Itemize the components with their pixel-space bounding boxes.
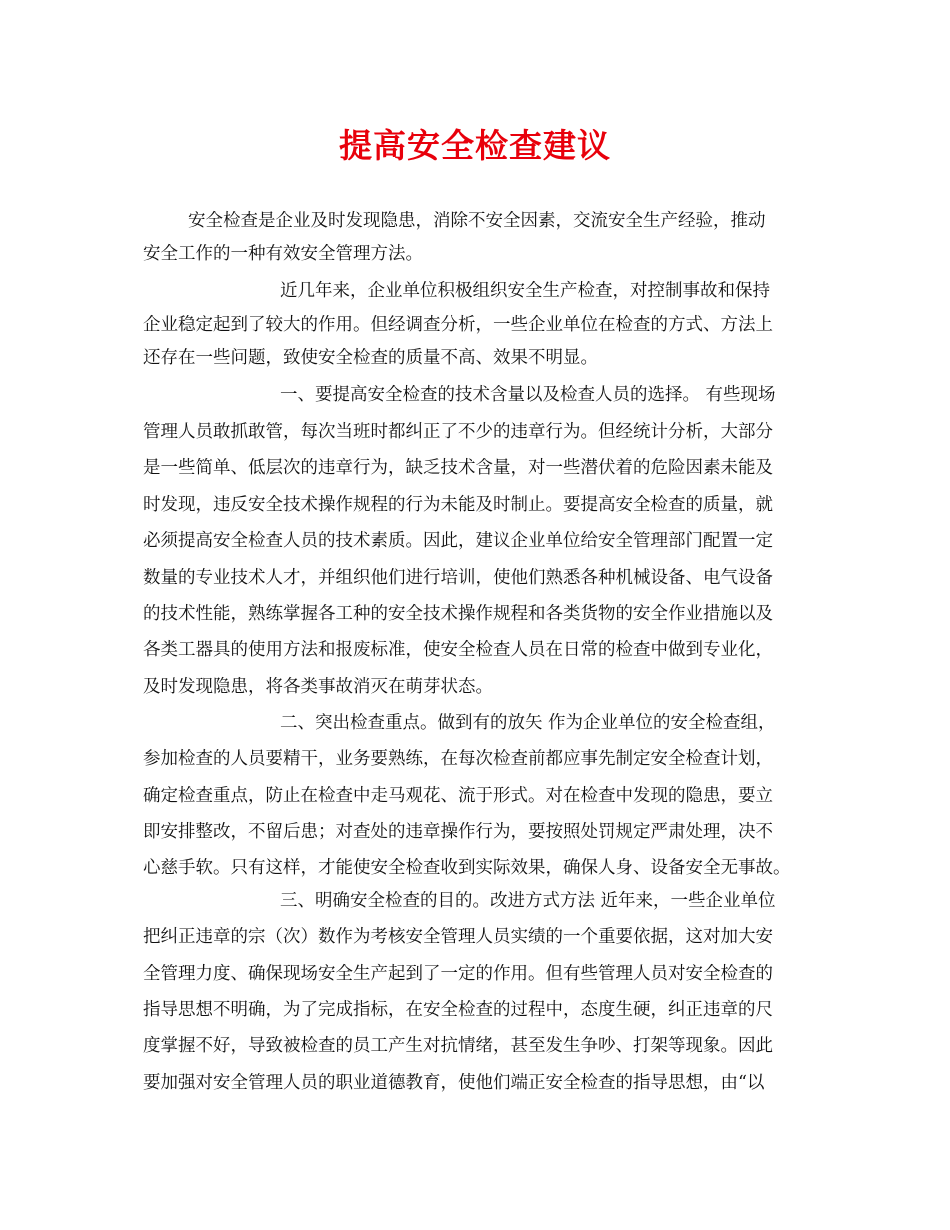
body-line: 数量的专业技术人才，并组织他们进行培训，使他们熟悉各种机械设备、电气设备 xyxy=(143,568,773,588)
body-line: 及时发现隐患，将各类事故消灭在萌芽状态。 xyxy=(143,677,493,697)
body-line: 管理人员敢抓敢管，每次当班时都纠正了不少的违章行为。但经统计分析，大部分 xyxy=(143,422,773,442)
body-line: 全管理力度、确保现场安全生产起到了一定的作用。但有些管理人员对安全检查的 xyxy=(143,964,773,984)
body-line: 心慈手软。只有这样，才能使安全检查收到实际效果，确保人身、设备安全无事故。 xyxy=(143,858,791,878)
body-line: 时发现，违反安全技术操作规程的行为未能及时制止。要提高安全检查的质量，就 xyxy=(143,495,773,515)
body-line: 一、要提高安全检查的技术含量以及检查人员的选择。 有些现场 xyxy=(280,385,776,405)
body-line: 各类工器具的使用方法和报废标准，使安全检查人员在日常的检查中做到专业化， xyxy=(143,640,773,660)
body-line: 必须提高安全检查人员的技术素质。因此，建议企业单位给安全管理部门配置一定 xyxy=(143,531,773,551)
body-line: 安全工作的一种有效安全管理方法。 xyxy=(143,244,423,264)
body-line: 企业稳定起到了较大的作用。但经调查分析，一些企业单位在检查的方式、方法上 xyxy=(143,315,773,335)
body-line: 三、明确安全检查的目的。改进方式方法 近年来，一些企业单位 xyxy=(280,891,776,911)
body-line: 指导思想不明确，为了完成指标，在安全检查的过程中，态度生硬，纠正违章的尺 xyxy=(143,1000,773,1020)
body-line: 二、突出检查重点。做到有的放矢 作为企业单位的安全检查组， xyxy=(280,713,776,733)
body-line: 度掌握不好，导致被检查的员工产生对抗情绪，甚至发生争吵、打架等现象。因此 xyxy=(143,1036,773,1056)
body-line: 参加检查的人员要精干，业务要熟练，在每次检查前都应事先制定安全检查计划， xyxy=(143,749,773,769)
body-line: 把纠正违章的宗（次）数作为考核安全管理人员实绩的一个重要依据，这对加大安 xyxy=(143,927,773,947)
body-line: 近几年来，企业单位积极组织安全生产检查，对控制事故和保持 xyxy=(280,281,770,301)
body-line: 安全检查是企业及时发现隐患，消除不安全因素，交流安全生产经验，推动 xyxy=(188,211,766,231)
body-line: 是一些简单、低层次的违章行为，缺乏技术含量，对一些潜伏着的危险因素未能及 xyxy=(143,458,773,478)
document-title: 提高安全检查建议 xyxy=(339,126,611,165)
body-line: 确定检查重点，防止在检查中走马观花、流于形式。对在检查中发现的隐患，要立 xyxy=(143,786,773,806)
body-line: 的技术性能，熟练掌握各工种的安全技术操作规程和各类货物的安全作业措施以及 xyxy=(143,604,773,624)
body-line: 还存在一些问题，致使安全检查的质量不高、效果不明显。 xyxy=(143,348,598,368)
body-line: 即安排整改，不留后患；对查处的违章操作行为，要按照处罚规定严肃处理，决不 xyxy=(143,822,773,842)
body-line: 要加强对安全管理人员的职业道德教育，使他们端正安全检查的指导思想，由“以 xyxy=(143,1073,765,1093)
